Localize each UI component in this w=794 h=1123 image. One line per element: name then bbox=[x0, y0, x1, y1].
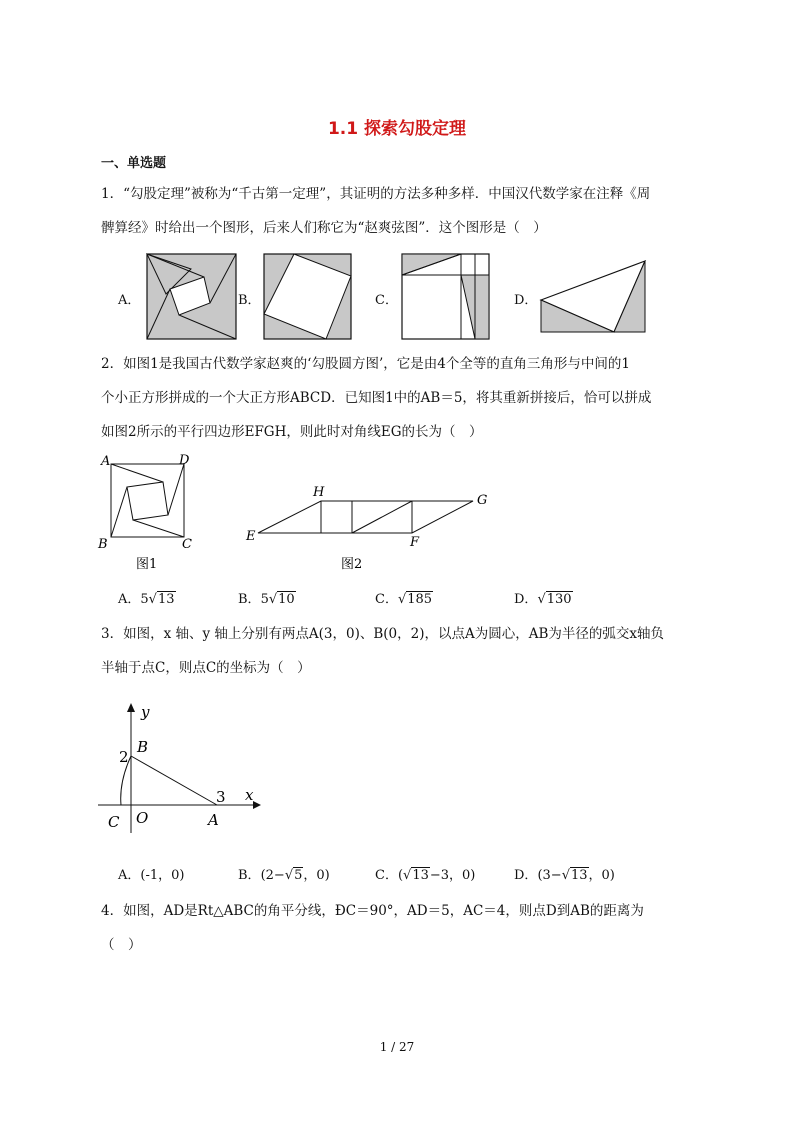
q3-label-x: x bbox=[245, 786, 254, 804]
fig2-caption: 图2 bbox=[341, 557, 363, 572]
page-number: 1 / 27 bbox=[379, 1040, 415, 1054]
q1-line1: 1．“勾股定理”被称为“千古第一定理”，其证明的方法多种多样．中国汉代数学家在注释《周 bbox=[101, 186, 651, 202]
q3-option-d[interactable]: D．(3−√13，0) bbox=[514, 868, 615, 883]
q4-text bbox=[101, 901, 701, 955]
q3-option-c-pre: ( bbox=[397, 868, 404, 883]
q4-line1: 4．如图，AD是Rt△ABC的角平分线，ÐC＝90°，AD＝5，AC＝4，则点D到AB的距离为 bbox=[101, 903, 644, 919]
q1-figure-c bbox=[401, 253, 491, 341]
q3-option-c-label: C． bbox=[375, 868, 398, 883]
fig2-label-f: F bbox=[410, 535, 420, 550]
q1-option-c[interactable]: C． bbox=[375, 293, 398, 308]
q3-figure bbox=[95, 698, 265, 838]
q3-option-d-rad: 13 bbox=[570, 868, 588, 883]
q1-text bbox=[101, 184, 701, 238]
q2-text bbox=[101, 354, 701, 442]
q2-option-a-coef: 5 bbox=[140, 592, 149, 607]
section-heading: 一、单选题 bbox=[101, 156, 167, 171]
fig1-label-d: D bbox=[179, 453, 190, 468]
q3-option-b-post: ，0) bbox=[303, 868, 330, 883]
q3-option-b-pre: (2− bbox=[260, 868, 285, 883]
q3-option-c-rad: 13 bbox=[412, 868, 429, 883]
q2-option-a[interactable]: A．5√13 bbox=[118, 592, 175, 607]
q3-option-c-post: −3，0) bbox=[429, 868, 476, 883]
q1-figure-b bbox=[263, 253, 353, 341]
q2-option-d[interactable]: D．√130 bbox=[514, 592, 572, 607]
q1-figure-a bbox=[146, 253, 238, 341]
q2-option-a-label: A． bbox=[118, 592, 141, 607]
q2-figure-1 bbox=[95, 450, 205, 575]
q3-option-c[interactable]: C．(√13−3，0) bbox=[375, 868, 476, 883]
q3-option-d-post: ，0) bbox=[588, 868, 615, 883]
q2-option-b-radicand: 10 bbox=[278, 592, 295, 607]
q2-option-c[interactable]: C．√185 bbox=[375, 592, 433, 607]
q3-option-a-label: A． bbox=[118, 868, 141, 883]
q1-figure-d bbox=[538, 258, 648, 336]
q3-option-b-rad: 5 bbox=[294, 868, 303, 883]
fig2-label-g: G bbox=[477, 493, 488, 508]
fig1-label-a: A bbox=[101, 454, 111, 469]
q3-option-b[interactable]: B．(2−√5，0) bbox=[238, 868, 330, 883]
q3-option-d-label: D． bbox=[514, 868, 538, 883]
q2-option-d-label: D． bbox=[514, 592, 538, 607]
q1-option-d[interactable]: D． bbox=[514, 293, 538, 308]
q3-line1: 3．如图，x 轴、y 轴上分别有两点A(3，0)、B(0，2)，以点A为圆心，AB为半径的弧交x轴负 bbox=[101, 626, 665, 642]
q3-label-o: O bbox=[136, 809, 149, 827]
q1-line2: 髀算经》时给出一个图形，后来人们称它为“赵爽弦图”．这个图形是（ ） bbox=[101, 220, 547, 236]
fig2-label-e: E bbox=[246, 529, 256, 544]
q3-option-a[interactable] bbox=[118, 864, 184, 883]
q2-option-a-radicand: 13 bbox=[157, 592, 175, 607]
q2-figure-2 bbox=[240, 482, 500, 577]
fig2-label-h: H bbox=[313, 485, 325, 500]
q2-option-b-coef: 5 bbox=[260, 592, 269, 607]
fig1-label-b: B bbox=[98, 537, 108, 552]
q2-line2: 个小正方形拼成的一个大正方形ABCD．已知图1中的AB＝5，将其重新拼接后，恰可以拼成 bbox=[101, 390, 652, 406]
q2-option-c-radicand: 185 bbox=[407, 592, 433, 607]
q3-option-a-pre: (-1，0) bbox=[140, 868, 185, 883]
q3-label-two: 2 bbox=[119, 748, 129, 766]
q3-label-y: y bbox=[141, 703, 150, 721]
q2-option-c-label: C． bbox=[375, 592, 398, 607]
q1-option-a[interactable]: A． bbox=[118, 293, 141, 308]
q3-option-d-pre: (3− bbox=[537, 868, 562, 883]
q3-label-three: 3 bbox=[216, 788, 226, 806]
q1-option-b[interactable]: B． bbox=[238, 293, 261, 308]
q3-text bbox=[101, 624, 701, 678]
page-title: 1.1 探索勾股定理 bbox=[327, 119, 467, 139]
q2-line1: 2．如图1是我国古代数学家赵爽的‘勾股圆方图’，它是由4个全等的直角三角形与中间的1 bbox=[101, 356, 630, 372]
q2-option-d-radicand: 130 bbox=[546, 592, 572, 607]
q3-label-c: C bbox=[108, 813, 120, 831]
fig1-caption: 图1 bbox=[136, 557, 158, 572]
q4-line2: （ ） bbox=[101, 937, 142, 953]
q3-line2: 半轴于点C，则点C的坐标为（ ） bbox=[101, 660, 311, 676]
fig1-label-c: C bbox=[182, 537, 192, 552]
q2-option-b-label: B． bbox=[238, 592, 261, 607]
q3-label-a: A bbox=[208, 811, 219, 829]
q2-option-b[interactable]: B．5√10 bbox=[238, 592, 295, 607]
q2-line3: 如图2所示的平行四边形EFGH，则此时对角线EG的长为（ ） bbox=[101, 424, 483, 440]
q3-label-b: B bbox=[137, 738, 149, 756]
q3-option-b-label: B． bbox=[238, 868, 261, 883]
